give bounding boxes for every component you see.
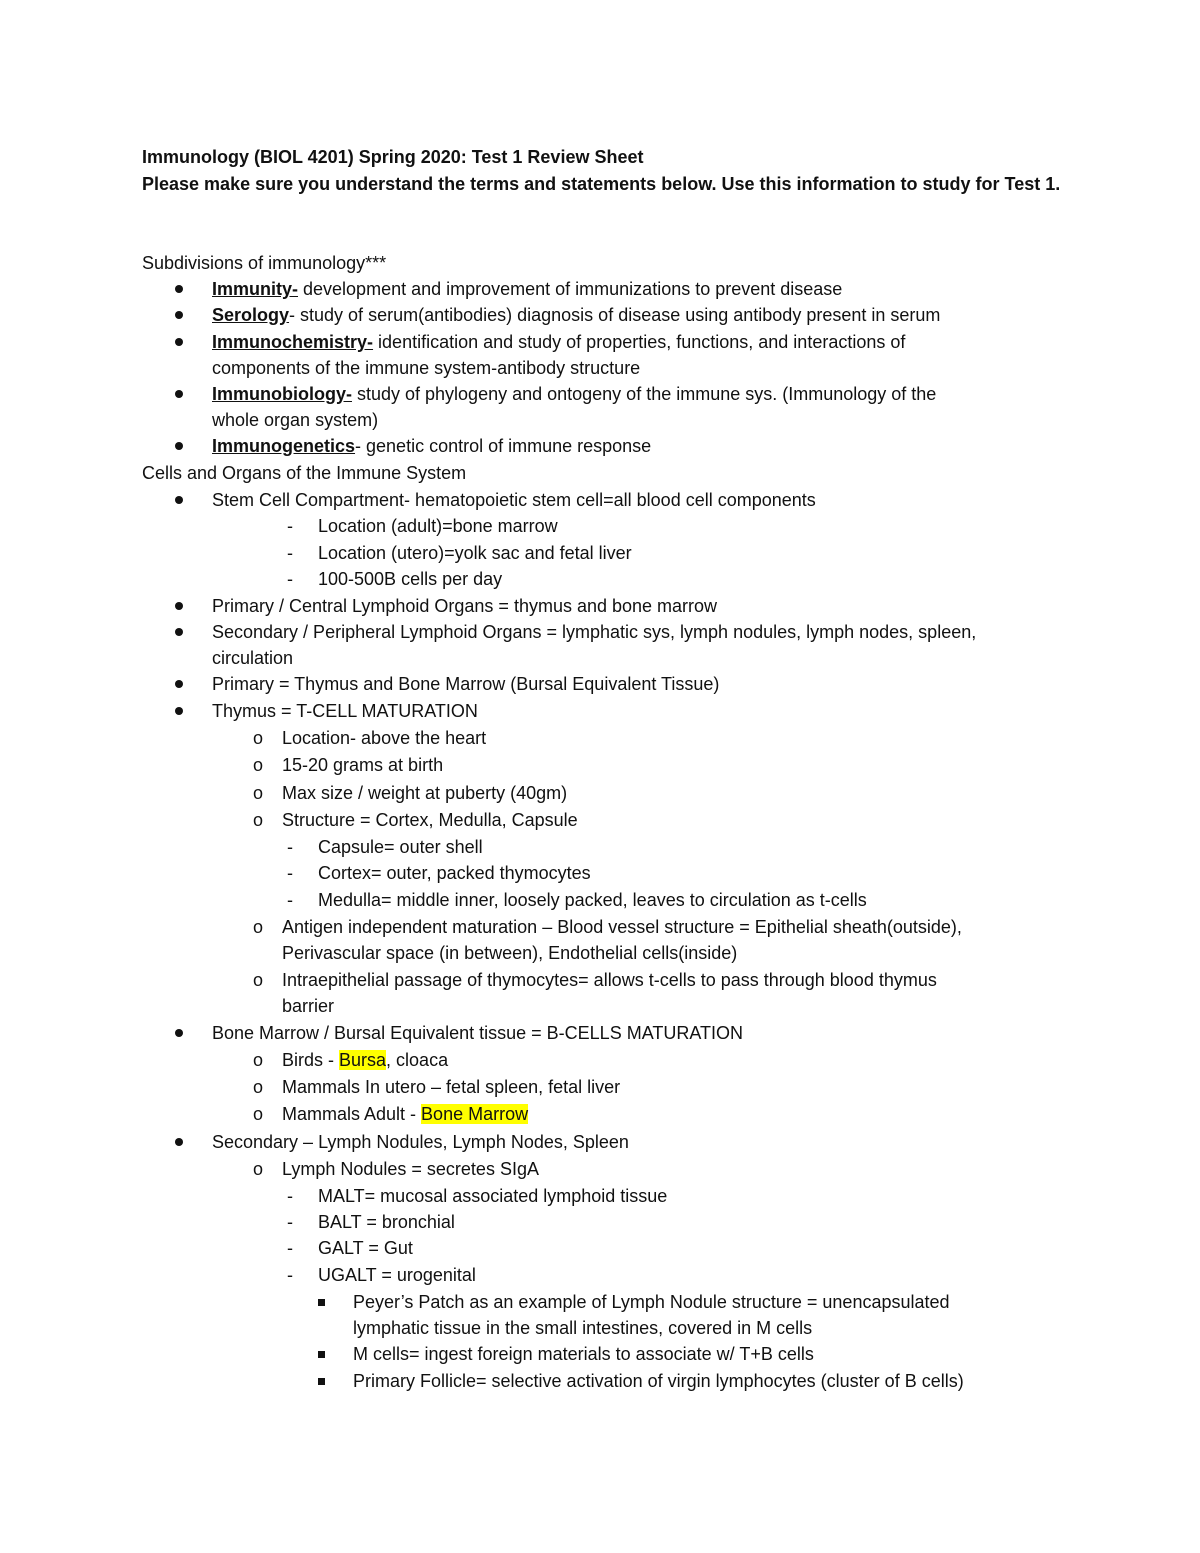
definition-continued: components of the immune system-antibody structure — [212, 358, 641, 378]
text: Birds - — [282, 1050, 340, 1070]
highlighted-text: Bursa — [339, 1050, 387, 1070]
list-item: BALT = bronchial — [318, 1212, 455, 1232]
list-item: Thymus = T-CELL MATURATION — [212, 701, 478, 721]
dash-icon: - — [287, 863, 293, 883]
list-item: Primary / Central Lymphoid Organs = thymus and bone marrow — [212, 596, 718, 616]
circle-bullet-icon: o — [252, 1050, 263, 1070]
definition: identification and study of properties, functions, and interactions of — [373, 332, 906, 352]
list-item: Secondary – Lymph Nodules, Lymph Nodes, Spleen — [212, 1132, 629, 1152]
list-item: 100-500B cells per day — [318, 569, 503, 589]
list-item — [212, 276, 842, 302]
header — [142, 144, 1082, 197]
list-item: UGALT = urogenital — [318, 1265, 476, 1285]
dash-icon: - — [287, 1212, 293, 1232]
dash-icon: - — [287, 890, 293, 910]
list-item: Stem Cell Compartment- hematopoietic stem cell=all blood cell components — [212, 490, 816, 510]
list-item: 15-20 grams at birth — [282, 755, 444, 775]
list-item: M cells= ingest foreign materials to associate w/ T+B cells — [353, 1344, 814, 1364]
definition: development and improvement of immunizations to prevent disease — [298, 279, 843, 299]
list-item: Location (adult)=bone marrow — [318, 516, 558, 536]
term-immunogenetics: Immunogenetics — [212, 436, 356, 456]
circle-bullet-icon: o — [252, 970, 263, 990]
dash-icon: - — [287, 543, 293, 563]
list-item: Secondary / Peripheral Lymphoid Organs = lymphatic sys, lymph nodules, lymph nodes, spleen, — [212, 622, 977, 642]
circle-bullet-icon: o — [252, 917, 263, 937]
section-heading-subdivisions: Subdivisions of immunology*** — [142, 253, 387, 273]
bullet-icon — [169, 671, 189, 697]
bullet-icon — [169, 698, 189, 724]
list-item: Location- above the heart — [282, 728, 487, 748]
list-item: Lymph Nodules = secretes SIgA — [282, 1159, 539, 1179]
dash-icon: - — [287, 569, 293, 589]
highlighted-text: Bone Marrow — [421, 1104, 529, 1124]
definition: - genetic control of immune response — [355, 436, 652, 456]
definition-continued: whole organ system) — [212, 410, 379, 430]
circle-bullet-icon: o — [252, 728, 263, 748]
list-item-continued: circulation — [212, 648, 294, 668]
bullet-icon — [169, 487, 189, 513]
list-item: Capsule= outer shell — [318, 837, 483, 857]
dash-icon: - — [287, 1186, 293, 1206]
list-item: Structure = Cortex, Medulla, Capsule — [282, 810, 578, 830]
list-item: Location (utero)=yolk sac and fetal liver — [318, 543, 632, 563]
term-immunochemistry: Immunochemistry- — [212, 332, 374, 352]
bullet-icon — [169, 276, 189, 302]
bullet-icon — [169, 381, 189, 407]
list-item: MALT= mucosal associated lymphoid tissue — [318, 1186, 668, 1206]
circle-bullet-icon: o — [252, 783, 263, 803]
list-item-continued: Perivascular space (in between), Endothelial cells(inside) — [282, 943, 738, 963]
bullet-icon — [169, 593, 189, 619]
list-item: Max size / weight at puberty (40gm) — [282, 783, 568, 803]
circle-bullet-icon: o — [252, 755, 263, 775]
bullet-icon — [169, 1020, 189, 1046]
list-item: Cortex= outer, packed thymocytes — [318, 863, 591, 883]
list-item: Bone Marrow / Bursal Equivalent tissue = B-CELLS MATURATION — [212, 1023, 744, 1043]
list-item: GALT = Gut — [318, 1238, 413, 1258]
dash-icon: - — [287, 837, 293, 857]
dash-icon: - — [287, 1265, 293, 1285]
list-item: Primary = Thymus and Bone Marrow (Bursal Equivalent Tissue) — [212, 674, 720, 694]
term-immunobiology: Immunobiology- — [212, 384, 352, 404]
list-item — [212, 433, 651, 459]
text: Mammals Adult - — [282, 1104, 422, 1124]
circle-bullet-icon: o — [252, 1077, 263, 1097]
list-item-continued: lymphatic tissue in the small intestines, covered in M cells — [353, 1318, 813, 1338]
bullet-icon — [169, 1129, 189, 1155]
circle-bullet-icon: o — [252, 810, 263, 830]
list-item: Intraepithelial passage of thymocytes= allows t-cells to pass through blood thymus — [282, 970, 937, 990]
list-item — [212, 302, 940, 328]
term-serology: Serology — [212, 305, 290, 325]
bullet-icon — [169, 329, 189, 355]
list-item — [282, 1101, 528, 1127]
list-item — [282, 1047, 448, 1073]
square-bullet-icon — [311, 1289, 331, 1315]
definition: - study of serum(antibodies) diagnosis of disease using antibody present in serum — [289, 305, 941, 325]
text: , cloaca — [386, 1050, 449, 1070]
instructions: Please make sure you understand the terms and statements below. Use this information to study for Test 1. — [142, 173, 1061, 194]
definition: study of phylogeny and ontogeny of the immune sys. (Immunology of the — [351, 384, 937, 404]
list-item: Peyer’s Patch as an example of Lymph Nodule structure = unencapsulated — [353, 1292, 950, 1312]
page-title: Immunology (BIOL 4201) Spring 2020: Test 1 Review Sheet — [142, 147, 644, 167]
list-item: Medulla= middle inner, loosely packed, leaves to circulation as t-cells — [318, 890, 867, 910]
circle-bullet-icon: o — [252, 1104, 263, 1124]
dash-icon: - — [287, 1238, 293, 1258]
dash-icon: - — [287, 516, 293, 536]
list-item — [212, 329, 905, 355]
bullet-icon — [169, 302, 189, 328]
list-item: Antigen independent maturation – Blood vessel structure = Epithelial sheath(outside), — [282, 917, 962, 937]
section-heading-cells-organs: Cells and Organs of the Immune System — [142, 463, 467, 483]
term-immunity: Immunity- — [212, 279, 299, 299]
square-bullet-icon — [311, 1368, 331, 1394]
list-item: Primary Follicle= selective activation of virgin lymphocytes (cluster of B cells) — [353, 1371, 964, 1391]
list-item — [212, 381, 936, 407]
square-bullet-icon — [311, 1341, 331, 1367]
list-item: Mammals In utero – fetal spleen, fetal liver — [282, 1077, 621, 1097]
bullet-icon — [169, 433, 189, 459]
bullet-icon — [169, 619, 189, 645]
list-item-continued: barrier — [282, 996, 335, 1016]
circle-bullet-icon: o — [252, 1159, 263, 1179]
